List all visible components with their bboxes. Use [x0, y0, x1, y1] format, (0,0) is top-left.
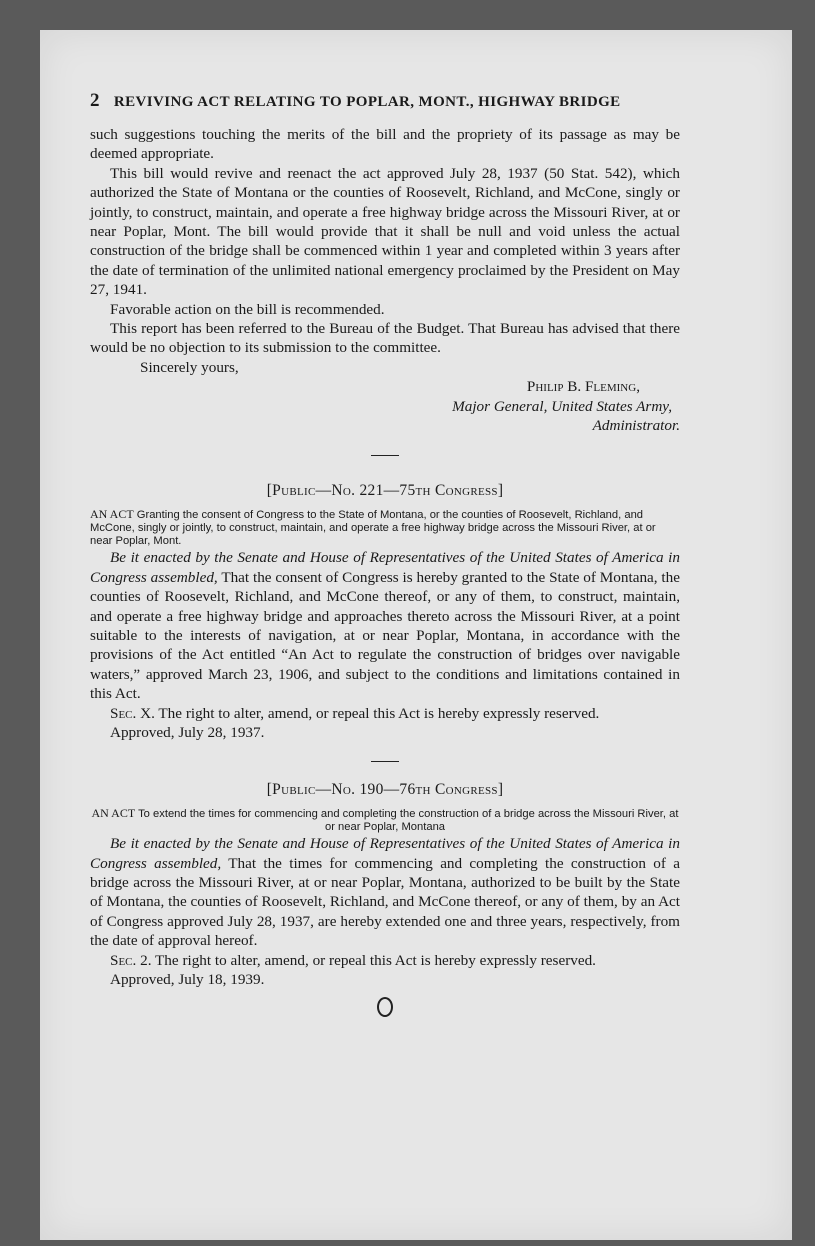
public-law-221 [90, 481, 680, 742]
enacting-clause: Be it enacted by the Senate and House of Representatives of the United States of America in Congress assembled, That the times for commencing and completing the construction of a bridge across the Missouri River, at or near Poplar, Montana, authorized to be built by the State of Montana, the counties of Roosevelt, Richland, and McCone thereof, or any of them, by an Act of Congress approved July 28, 1937, are hereby extended one and three years, respectively, from the date of approval hereof. [90, 835, 680, 950]
act-description: AN ACT To extend the times for commencing and completing the construction of a bridge across the Missouri River, at or near Poplar, Montana [91, 806, 679, 834]
letter-paragraph: This report has been referred to the Bureau of the Budget. That Bureau has advised that there would be no objection to its submission to the committee. [90, 320, 680, 357]
section: Sec. X. The right to alter, amend, or repeal this Act is hereby expressly reserved. [110, 704, 600, 722]
signer-name: Philip B. Fleming, [526, 378, 640, 396]
signer-title: Major General, United States Army, [452, 397, 672, 415]
letter-paragraph: This bill would revive and reenact the act approved July 28, 1937 (50 Stat. 542), which authorized the State of Montana or the counties of Roosevelt, Richland, and McCone, singly or jointly, to construct, maintain, and operate a free highway bridge across the Missouri River, at or near Poplar, Mont. The bill would provide that it shall be null and void unless the actual construction of the bridge shall be commenced within 1 year and completed within 3 years after the date of termination of the unlimited national emergency proclaimed by the President on May 27, 1941. [90, 164, 680, 299]
law-title: [Public—No. 221—75th Congress] [266, 481, 504, 499]
section: Sec. 2. The right to alter, amend, or repeal this Act is hereby expressly reserved. [110, 951, 596, 969]
signer-title: Administrator. [592, 417, 680, 435]
public-law-190 [90, 780, 680, 990]
approval-date: Approved, July 28, 1937. [110, 723, 265, 741]
signature-block [90, 377, 680, 435]
printer-mark-icon [90, 997, 680, 1021]
running-title: REVIVING ACT RELATING TO POPLAR, MONT., HIGHWAY BRIDGE [113, 94, 621, 110]
running-header [90, 90, 670, 112]
act-description: AN ACT Granting the consent of Congress to the State of Montana, or the counties of Roosevelt, Richland, and McCone, singly or jointly, to construct, maintain, and operate a free highway bridge across the Missouri River, at or near Poplar, Mont. [90, 507, 656, 548]
page-number: 2 [90, 90, 100, 111]
document-body [90, 125, 680, 1022]
letter-paragraph: Favorable action on the bill is recommended. [110, 300, 385, 318]
enacting-clause: Be it enacted by the Senate and House of Representatives of the United States of America in Congress assembled, That the consent of Congress is hereby granted to the State of Montana, the counties of Roosevelt, Richland, and McCone thereof, or any of them, to construct, maintain, and operate a free highway bridge and approaches thereto across the Missouri River, at a point suitable to the interests of navigation, at or near Poplar, Montana, in accordance with the provisions of the Act entitled “An Act to regulate the construction of bridges over navigable waters,” approved March 23, 1906, and subject to the conditions and limitations contained in this Act. [90, 549, 680, 703]
divider [90, 748, 680, 767]
letter-closing: Sincerely yours, [140, 358, 239, 376]
law-title: [Public—No. 190—76th Congress] [266, 780, 504, 798]
approval-date: Approved, July 18, 1939. [110, 971, 265, 989]
divider [90, 442, 680, 461]
letter-paragraph: such suggestions touching the merits of the bill and the propriety of its passage as may be deemed appropriate. [90, 126, 680, 163]
